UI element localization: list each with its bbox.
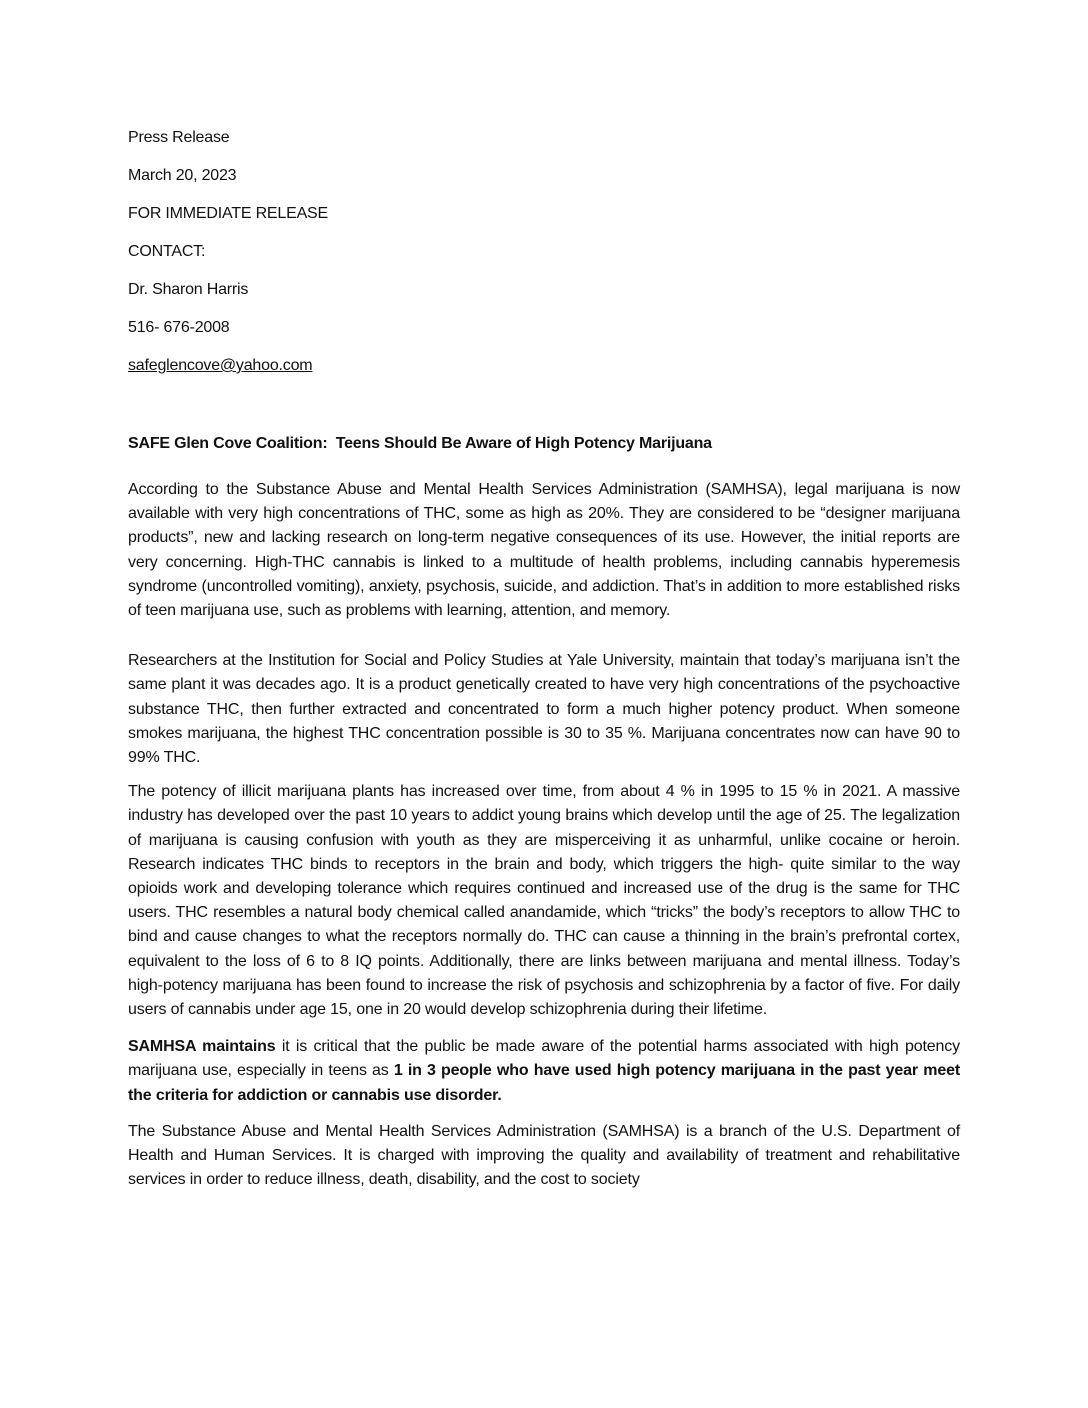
doc-type-label: Press Release <box>128 129 230 146</box>
paragraph-samhsa-intro: According to the Substance Abuse and Mental Health Services Administration (SAMHSA), legal marijuana is now available with very high concentrations of THC, some as high as 20%. They are considered to be “designer marijuana products”, new and lacking research on long-term negative consequences of its use. However, the initial reports are very concerning. High-THC cannabis is linked to a multitude of health problems, including cannabis hyperemesis syndrome (uncontrolled vomiting), anxiety, psychosis, suicide, and addiction. That’s in addition to more established risks of teen marijuana use, such as problems with learning, attention, and memory. <box>128 481 960 620</box>
document-content <box>128 128 960 1206</box>
paragraph-samhsa-maintains <box>128 1035 960 1108</box>
paragraph-samhsa-about: The Substance Abuse and Mental Health Services Administration (SAMHSA) is a branch of the U.S. Department of Health and Human Services. It is charged with improving the quality and availability of treatment and rehabilitative services in order to reduce illness, death, disability, and the cost to society <box>128 1122 960 1189</box>
samhsa-maintains-bold: SAMHSA maintains <box>128 1038 276 1056</box>
headline <box>128 434 960 454</box>
contact-email-link[interactable]: safeglencove@yahoo.com <box>128 357 313 374</box>
release-status: FOR IMMEDIATE RELEASE <box>128 205 328 222</box>
samhsa-maintains-text: it is critical that the public be made aware of the potential harms associated with high potency marijuana use, especially in teens as <box>128 1038 960 1080</box>
headline-org: SAFE Glen Cove Coalition: <box>128 435 328 452</box>
contact-name: Dr. Sharon Harris <box>128 281 249 298</box>
statistic-bold: 1 in 3 people who have used high potency marijuana in the past year meet the criteria for addiction or cannabis use disorder. <box>128 1062 960 1104</box>
paragraph-potency: The potency of illicit marijuana plants has increased over time, from about 4 % in 1995 to 15 % in 2021. A massive industry has developed over the past 10 years to addict young brains which develop until the age of 25. The legalization of marijuana is causing confusion with youth as they are misperceiving it as unharmful, unlike cocaine or heroin. Research indicates THC binds to receptors in the brain and body, which triggers the high- quite similar to the way opioids work and developing tolerance which requires continued and increased use of the drug is the same for THC users. THC resembles a natural body chemical called anandamide, which “tricks” the body’s receptors to allow THC to bind and cause changes to what the receptors normally do. THC can cause a thinning in the brain’s prefrontal cortex, equivalent to the loss of 6 to 8 IQ points. Additionally, there are links between marijuana and mental illness. Today’s high-potency marijuana has been found to increase the risk of psychosis and schizophrenia by a factor of five. For daily users of cannabis under age 15, one in 20 would develop schizophrenia during their lifetime. <box>128 783 960 1019</box>
paragraph-yale-research: Researchers at the Institution for Social and Policy Studies at Yale University, maintain that today’s marijuana isn’t the same plant it was decades ago. It is a product genetically created to have very high concentrations of the psychoactive substance THC, then further extracted and concentrated to form a much higher potency product. When someone smokes marijuana, the highest THC concentration possible is 30 to 35 %. Marijuana concentrates now can have 90 to 99% THC. <box>128 652 960 767</box>
headline-title: Teens Should Be Aware of High Potency Marijuana <box>335 435 712 452</box>
contact-label: CONTACT: <box>128 243 206 260</box>
release-date: March 20, 2023 <box>128 167 237 184</box>
contact-phone: 516- 676-2008 <box>128 319 230 336</box>
